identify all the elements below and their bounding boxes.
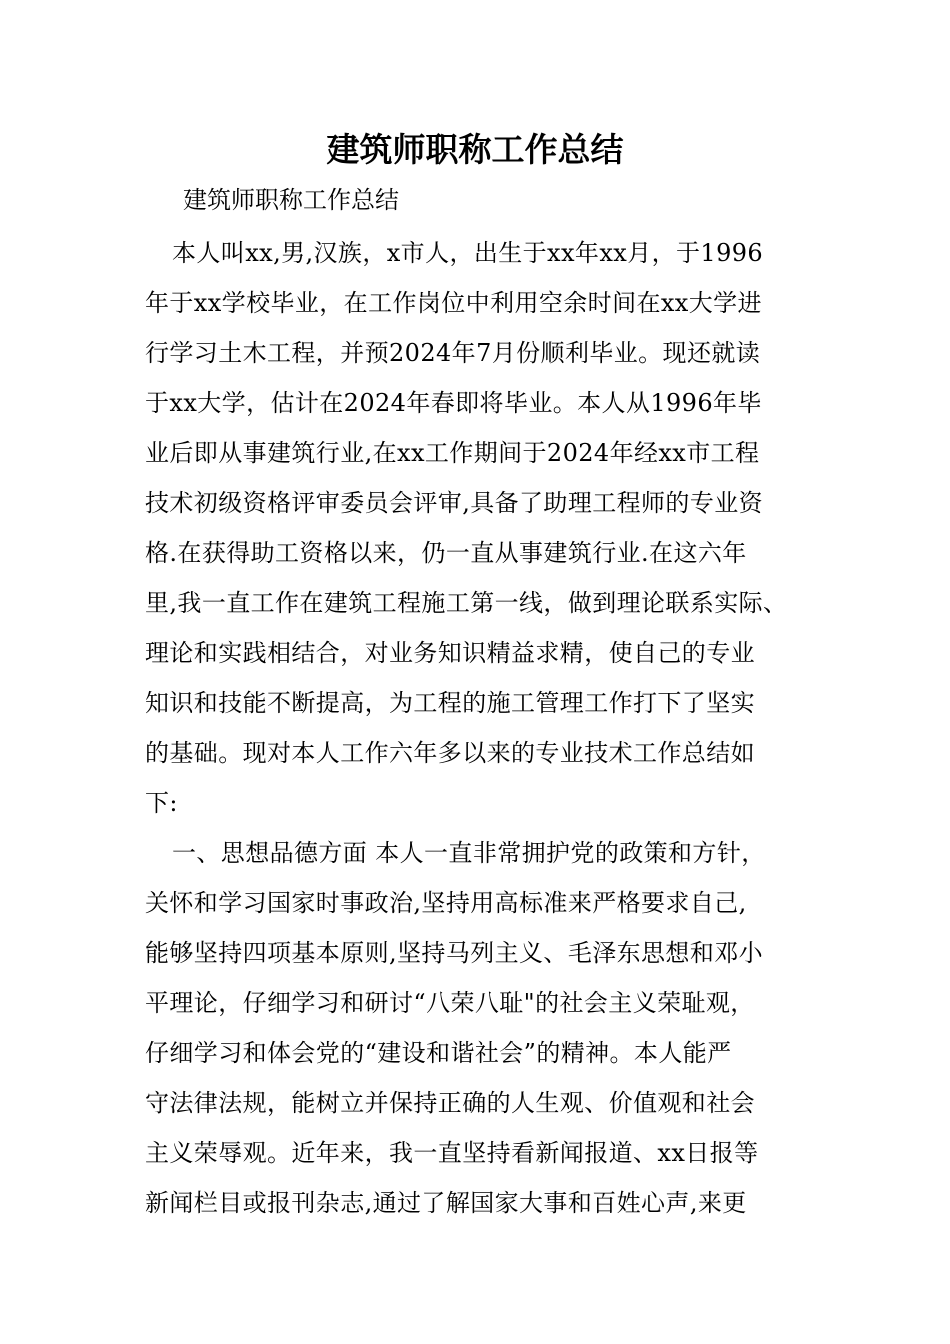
body-line: 守法律法规，能树立并保持正确的人生观、价值观和社会 [145, 1089, 755, 1117]
body-line: 业后即从事建筑行业,在xx工作期间于2024年经xx市工程 [145, 439, 760, 467]
body-line: 格.在获得助工资格以来，仍一直从事建筑行业.在这六年 [145, 539, 747, 567]
document-subtitle: 建筑师职称工作总结 [183, 186, 399, 214]
body-line: 主义荣辱观。近年来，我一直坚持看新闻报道、xx日报等 [145, 1139, 759, 1167]
body-line: 关怀和学习国家时事政治,坚持用高标准来严格要求自己, [145, 889, 747, 917]
body-line: 本人叫xx,男,汉族，x市人，出生于xx年xx月，于1996 [172, 239, 764, 267]
document-title: 建筑师职称工作总结 [326, 130, 624, 169]
body-line: 仔细学习和体会党的“建设和谐社会”的精神。本人能严 [145, 1039, 732, 1067]
body-line: 技术初级资格评审委员会评审,具备了助理工程师的专业资 [145, 489, 764, 517]
body-line: 平理论，仔细学习和研讨“八荣八耻"的社会主义荣耻观， [145, 989, 755, 1017]
body-line: 年于xx学校毕业，在工作岗位中利用空余时间在xx大学进 [145, 289, 762, 317]
body-line: 于xx大学，估计在2024年春即将毕业。本人从1996年毕 [145, 389, 762, 417]
body-line: 能够坚持四项基本原则,坚持马列主义、毛泽东思想和邓小 [145, 939, 764, 967]
body-line: 新闻栏目或报刊杂志,通过了解国家大事和百姓心声,来更 [145, 1189, 747, 1217]
body-line: 行学习土木工程，并预2024年7月份顺利毕业。现还就读 [145, 339, 761, 367]
body-line: 里,我一直工作在建筑工程施工第一线，做到理论联系实际、 [145, 589, 788, 617]
body-line: 知识和技能不断提高，为工程的施工管理工作打下了坚实 [145, 689, 755, 717]
body-line: 一、思想品德方面 本人一直非常拥护党的政策和方针， [172, 839, 766, 867]
body-line: 的基础。现对本人工作六年多以来的专业技术工作总结如 [145, 739, 755, 767]
body-line: 理论和实践相结合，对业务知识精益求精，使自己的专业 [145, 639, 755, 667]
body-line: 下: [145, 789, 178, 817]
